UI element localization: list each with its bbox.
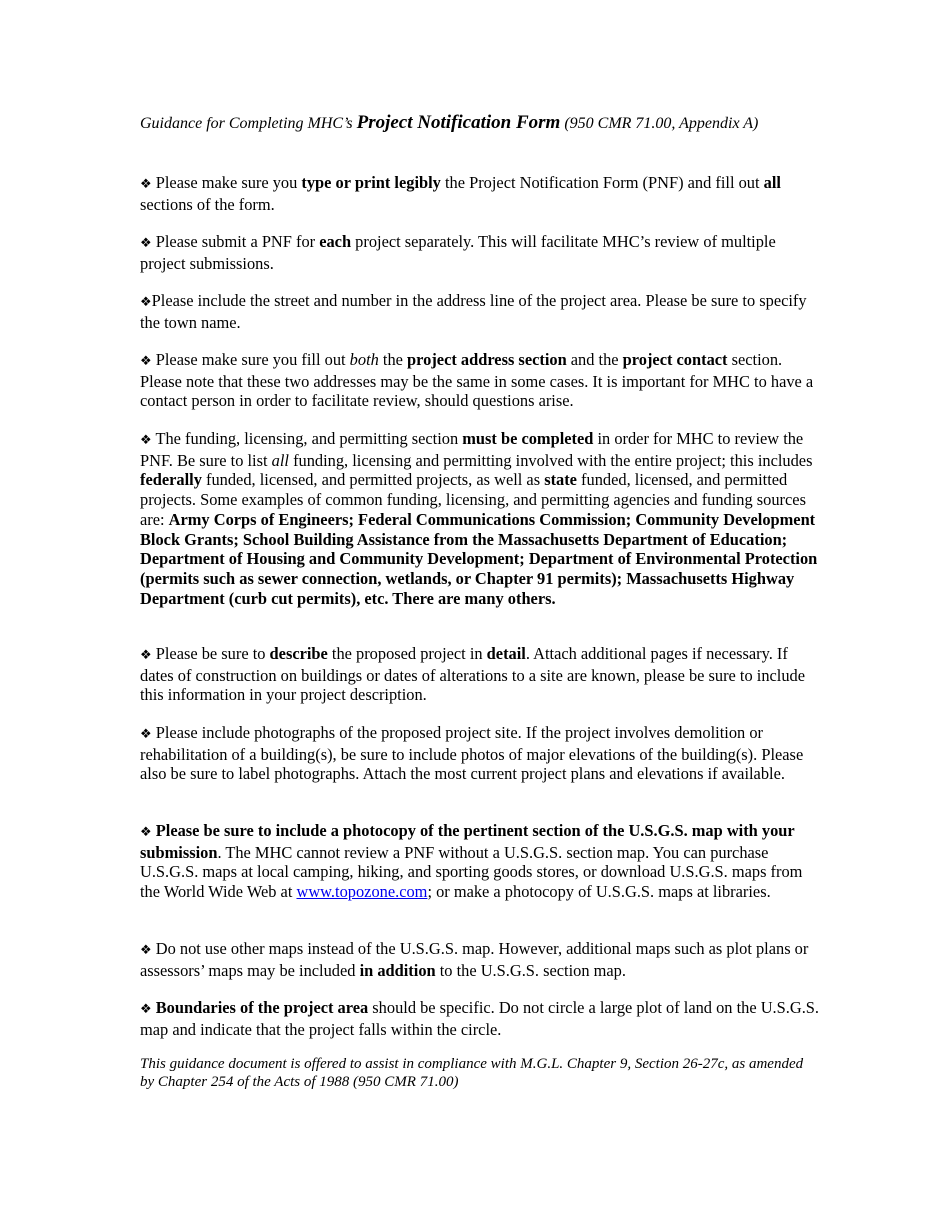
guidance-item-description: ❖ Please be sure to describe the proposed project in detail. Attach additional pages if necessary. If dates of construction on buildings or dates of alterations to a site are known, please be sure to include this information in your project description. [140,644,806,705]
guidance-item-separate-pnf: ❖ Please submit a PNF for each project separately. This will facilitate MHC’s review of multiple project submissions. [140,232,776,273]
guidance-item-usgs-map: ❖ Please be sure to include a photocopy of the pertinent section of the U.S.G.S. map with your submission. The MHC cannot review a PNF without a U.S.G.S. section map. You can purchase U.S.G.S. maps at local camping, hiking, and sporting goods stores, or download U.S.G.S. maps from the World Wide Web at www.topozone.com; or make a photocopy of U.S.G.S. maps at libraries. [140,821,803,902]
title-prefix: Guidance for Completing MHC’s [140,115,357,132]
page-title [140,112,830,134]
topozone-link[interactable]: www.topozone.com [296,882,428,902]
guidance-item-contact: ❖ Please make sure you fill out both the project address section and the project contact section. Please note that these two addresses may be the same in some cases. It is important for MHC to have a contact person in order to facilitate review, should questions arise. [140,350,814,411]
bullet-icon: ❖ [140,727,152,742]
guidance-item-boundaries: ❖ Boundaries of the project area should be specific. Do not circle a large plot of land on the U.S.G.S. map and indicate that the project falls within the circle. [140,998,820,1039]
guidance-item-funding: ❖ The funding, licensing, and permitting section must be completed in order for MHC to review the PNF. Be sure to list all funding, licensing and permitting involved with the entire project; this includes federally funded, licensed, and permitted projects, as well as state funded, licensed, and permitted projects. Some examples of common funding, licensing, and permitting agencies and funding sources are: Army Corps of Engineers; Federal Communications Commission; Community Development Block Grants; School Building Assistance from the Massachusetts Department of Education; Department of Housing and Community Development; Department of Environmental Protection (permits such as sewer connection, wetlands, or Chapter 91 permits); Massachusetts Highway Department (curb cut permits), etc. There are many others. [140,429,818,608]
guidance-item-photographs: ❖ Please include photographs of the proposed project site. If the project involves demolition or rehabilitation of a building(s), be sure to include photos of major elevations of the building(s). Please also be sure to label photographs. Attach the most current project plans and elevations if available. [140,723,804,784]
bullet-icon: ❖ [140,648,152,663]
title-suffix: (950 CMR 71.00, Appendix A) [560,115,759,132]
bullet-icon: ❖ [140,433,152,448]
footer-note: This guidance document is offered to assist in compliance with M.G.L. Chapter 9, Section 26-27c, as amended by Chapter 254 of the Acts of 1988 (950 CMR 71.00) [140,1056,804,1090]
bullet-icon: ❖ [140,295,152,310]
bullet-icon: ❖ [140,825,152,840]
bullet-icon: ❖ [140,943,152,958]
guidance-item-address: ❖Please include the street and number in the address line of the project area. Please be sure to specify the town name. [140,291,807,332]
bullet-icon: ❖ [140,354,152,369]
form-name: Project Notification Form [356,112,561,133]
bullet-icon: ❖ [140,1002,152,1017]
guidance-item-other-maps: ❖ Do not use other maps instead of the U.S.G.S. map. However, additional maps such as plot plans or assessors’ maps may be included in addition to the U.S.G.S. section map. [140,939,809,980]
bullet-icon: ❖ [140,177,152,192]
bullet-icon: ❖ [140,236,152,251]
guidance-item-legibility: ❖ Please make sure you type or print legibly the Project Notification Form (PNF) and fill out all sections of the form. [140,173,781,214]
